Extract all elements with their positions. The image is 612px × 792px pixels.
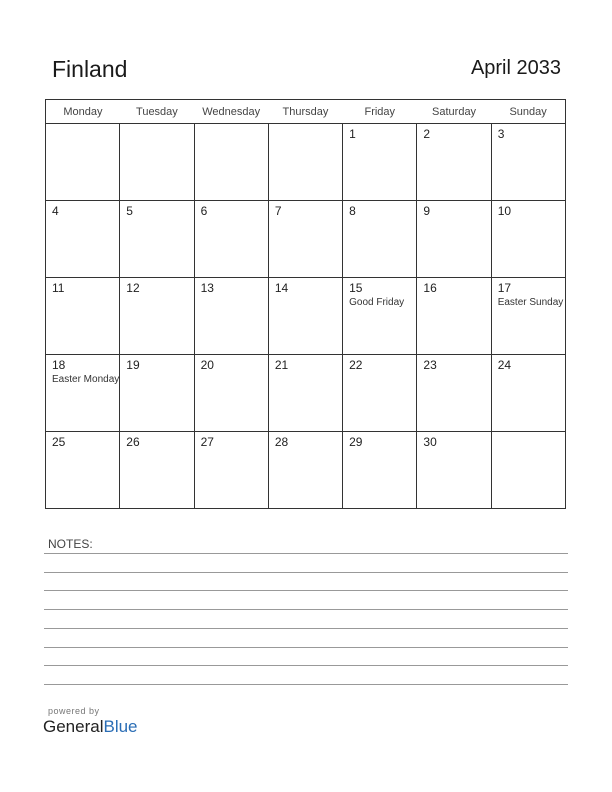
day-number: 26 bbox=[126, 435, 140, 449]
day-number: 25 bbox=[52, 435, 66, 449]
day-number: 6 bbox=[200, 204, 208, 218]
day-number: 19 bbox=[126, 358, 140, 372]
day-number: 28 bbox=[274, 435, 289, 449]
day-number: 24 bbox=[497, 358, 512, 372]
day-cell bbox=[343, 201, 417, 278]
day-cell bbox=[120, 201, 194, 278]
day-cell bbox=[417, 278, 491, 355]
month-year-title: April 2033 bbox=[470, 57, 561, 79]
day-cell bbox=[343, 278, 417, 355]
day-number: 18 bbox=[52, 358, 66, 372]
note-line bbox=[44, 609, 568, 610]
day-cell bbox=[491, 201, 565, 278]
day-cell bbox=[194, 124, 268, 201]
weekday-header: Tuesday bbox=[120, 100, 194, 124]
week-row bbox=[46, 278, 566, 355]
day-number: 12 bbox=[126, 281, 140, 295]
day-cell bbox=[120, 278, 194, 355]
note-line bbox=[44, 665, 568, 666]
week-row bbox=[46, 124, 566, 201]
day-cell bbox=[491, 432, 565, 509]
day-number: 20 bbox=[200, 358, 214, 372]
day-number: 21 bbox=[274, 358, 289, 372]
calendar-grid bbox=[45, 99, 566, 509]
day-cell bbox=[268, 124, 342, 201]
week-row bbox=[46, 355, 566, 432]
day-cell bbox=[120, 355, 194, 432]
day-cell bbox=[194, 355, 268, 432]
holiday-label: Easter Sunday bbox=[497, 297, 564, 308]
day-cell bbox=[194, 201, 268, 278]
day-number: 30 bbox=[423, 435, 437, 449]
day-cell bbox=[417, 355, 491, 432]
day-number: 7 bbox=[274, 204, 282, 218]
day-number: 3 bbox=[497, 127, 505, 141]
day-cell bbox=[46, 355, 120, 432]
day-number: 14 bbox=[274, 281, 289, 295]
holiday-label: Good Friday bbox=[349, 297, 405, 308]
note-line bbox=[44, 628, 568, 629]
day-number: 5 bbox=[126, 204, 133, 218]
day-cell bbox=[417, 124, 491, 201]
day-number: 8 bbox=[349, 204, 356, 218]
holiday-label: Easter Monday bbox=[52, 374, 120, 385]
day-cell bbox=[268, 278, 342, 355]
day-number: 1 bbox=[349, 127, 356, 141]
brand-logo bbox=[43, 717, 138, 737]
day-number: 11 bbox=[52, 281, 65, 295]
day-cell bbox=[491, 124, 565, 201]
note-line bbox=[44, 647, 568, 648]
calendar-body bbox=[46, 124, 566, 509]
day-cell bbox=[46, 278, 120, 355]
day-number: 2 bbox=[423, 127, 431, 141]
brand-blue: Blue bbox=[103, 717, 138, 736]
day-number: 27 bbox=[200, 435, 214, 449]
day-cell bbox=[417, 432, 491, 509]
notes-label: NOTES: bbox=[48, 537, 93, 551]
day-number: 15 bbox=[349, 281, 363, 295]
weekday-header: Saturday bbox=[417, 100, 491, 124]
brand-general: General bbox=[43, 717, 104, 736]
day-cell bbox=[120, 124, 194, 201]
weekday-header: Sunday bbox=[491, 100, 565, 124]
day-cell bbox=[343, 124, 417, 201]
note-line bbox=[44, 553, 568, 554]
day-cell bbox=[46, 432, 120, 509]
day-number: 17 bbox=[497, 281, 512, 295]
day-cell bbox=[46, 201, 120, 278]
day-cell bbox=[194, 432, 268, 509]
note-line bbox=[44, 684, 568, 685]
day-cell bbox=[491, 278, 565, 355]
note-line bbox=[44, 572, 568, 573]
day-number: 22 bbox=[349, 358, 363, 372]
day-number: 10 bbox=[497, 204, 512, 218]
week-row bbox=[46, 201, 566, 278]
weekday-header: Wednesday bbox=[194, 100, 268, 124]
country-title: Finland bbox=[52, 56, 128, 82]
day-number: 23 bbox=[423, 358, 437, 372]
day-number: 13 bbox=[200, 281, 214, 295]
day-cell bbox=[194, 278, 268, 355]
day-number: 4 bbox=[52, 204, 59, 218]
day-number: 29 bbox=[349, 435, 363, 449]
day-cell bbox=[491, 355, 565, 432]
powered-by-text: powered by bbox=[48, 706, 100, 716]
note-line bbox=[44, 590, 568, 591]
day-number: 16 bbox=[423, 281, 437, 295]
day-cell bbox=[268, 201, 342, 278]
weekday-header: Friday bbox=[343, 100, 417, 124]
day-cell bbox=[343, 432, 417, 509]
day-number: 9 bbox=[423, 204, 431, 218]
day-cell bbox=[46, 124, 120, 201]
day-cell bbox=[417, 201, 491, 278]
day-cell bbox=[268, 355, 342, 432]
weekday-header: Monday bbox=[46, 100, 120, 124]
day-cell bbox=[120, 432, 194, 509]
day-cell bbox=[343, 355, 417, 432]
week-row bbox=[46, 432, 566, 509]
day-cell bbox=[268, 432, 342, 509]
weekday-header-row bbox=[46, 100, 566, 124]
weekday-header: Thursday bbox=[268, 100, 342, 124]
